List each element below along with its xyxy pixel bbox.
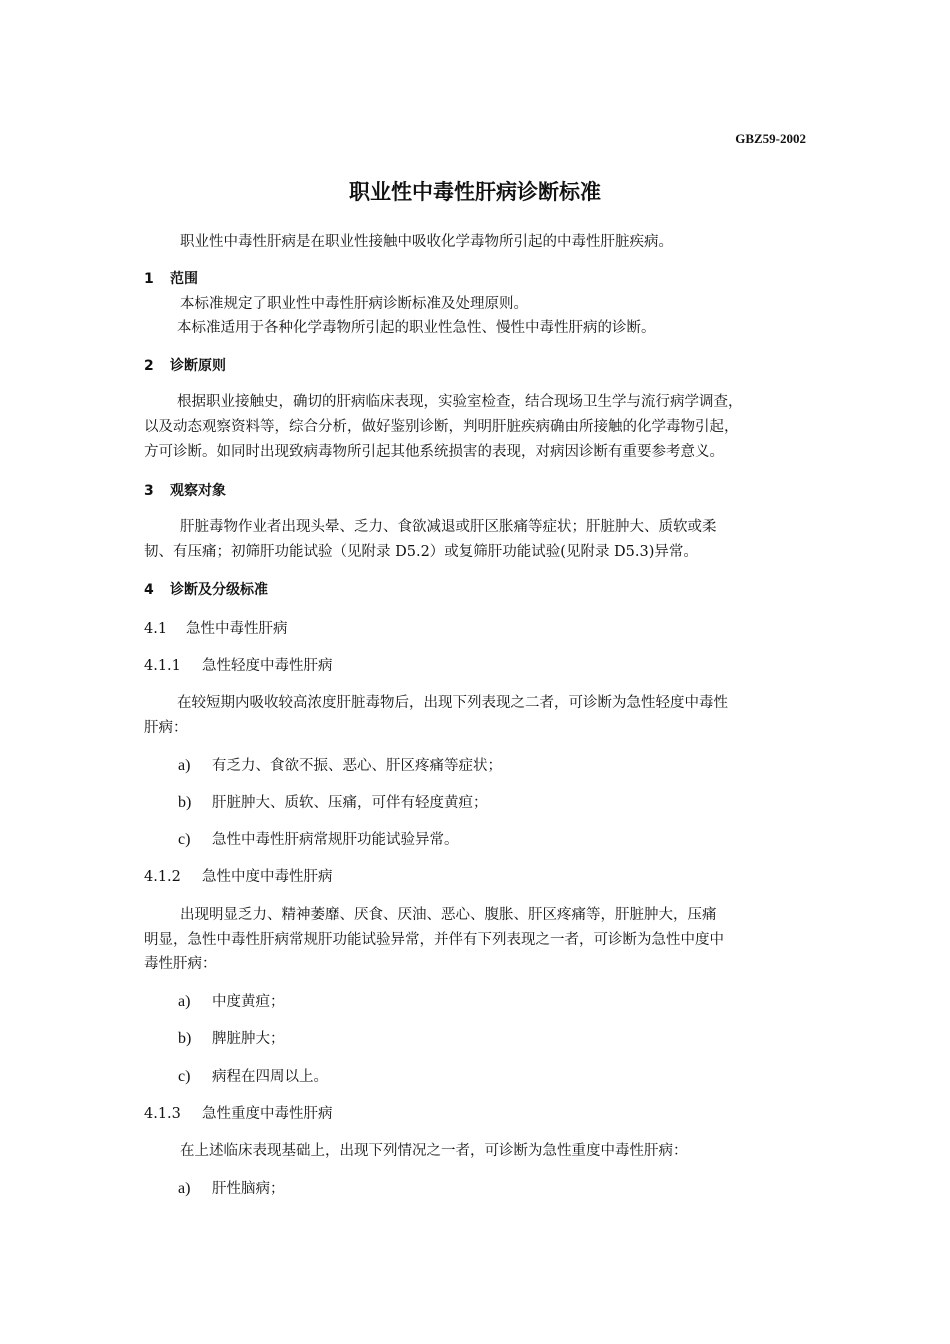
- list-item: [178, 791, 488, 812]
- list-marker: b): [178, 794, 192, 811]
- page-title: 职业性中毒性肝病诊断标准: [349, 180, 601, 204]
- list-marker: a): [178, 1180, 191, 1197]
- moderate-criteria-line-1: 出现明显乏力、精神萎靡、厌食、厌油、恶心、腹胀、肝区疼痛等，肝脏肿大，压痛: [180, 907, 717, 923]
- list-marker: c): [178, 1068, 191, 1085]
- list-item-text: 脾脏肿大；: [212, 1031, 285, 1047]
- list-item-text: 肝脏肿大、质软、压痛，可伴有轻度黄疸；: [212, 795, 488, 811]
- list-marker: b): [178, 1030, 192, 1047]
- mild-criteria-line-2: 肝病：: [144, 720, 188, 736]
- section-number: 3: [144, 483, 154, 499]
- principle-line-3: 方可诊断。如同时出现致病毒物所引起其他系统损害的表现，对病因诊断有重要参考意义。: [144, 444, 724, 460]
- subsection-title: 急性重度中毒性肝病: [202, 1106, 333, 1122]
- subsection-heading-4-1-2: [144, 865, 333, 886]
- list-marker: a): [178, 757, 191, 774]
- section-heading-2: [144, 355, 226, 375]
- list-item: [178, 990, 285, 1011]
- subsection-title: 急性中度中毒性肝病: [202, 869, 333, 885]
- section-number: 1: [144, 271, 154, 287]
- section-heading-1: [144, 268, 198, 288]
- list-item-text: 中度黄疸；: [212, 994, 285, 1010]
- scope-paragraph-2: 本标准适用于各种化学毒物所引起的职业性急性、慢性中毒性肝病的诊断。: [177, 320, 656, 336]
- list-item-text: 急性中毒性肝病常规肝功能试验异常。: [212, 832, 459, 848]
- subsection-heading-4-1-1: [144, 654, 333, 675]
- mild-criteria-line-1: 在较短期内吸收较高浓度肝脏毒物后，出现下列表现之二者，可诊断为急性轻度中毒性: [177, 695, 728, 711]
- list-item: [178, 828, 459, 849]
- document-code: GBZ59-2002: [735, 131, 806, 146]
- principle-line-1: 根据职业接触史，确切的肝病临床表现，实验室检查，结合现场卫生学与流行病学调查，: [177, 394, 743, 410]
- subsection-number: 4.1.1: [144, 658, 181, 674]
- principle-line-2: 以及动态观察资料等，综合分析，做好鉴别诊断，判明肝脏疾病确由所接触的化学毒物引起，: [144, 419, 739, 435]
- section-heading-3: [144, 480, 226, 500]
- list-item-text: 有乏力、食欲不振、恶心、肝区疼痛等症状；: [212, 758, 502, 774]
- section-title: 范围: [170, 271, 198, 287]
- subsection-number: 4.1: [144, 621, 168, 637]
- section-title: 观察对象: [170, 483, 226, 499]
- intro-paragraph: 职业性中毒性肝病是在职业性接触中吸收化学毒物所引起的中毒性肝脏疾病。: [180, 234, 673, 250]
- section-number: 4: [144, 582, 154, 598]
- section-title: 诊断及分级标准: [170, 582, 268, 598]
- list-item-text: 肝性脑病；: [212, 1181, 285, 1197]
- section-title: 诊断原则: [170, 358, 226, 374]
- list-item-text: 病程在四周以上。: [212, 1069, 328, 1085]
- list-item: [178, 1027, 285, 1048]
- subsection-number: 4.1.2: [144, 869, 181, 885]
- subsection-number: 4.1.3: [144, 1106, 181, 1122]
- moderate-criteria-line-2: 明显，急性中毒性肝病常规肝功能试验异常，并伴有下列表现之一者，可诊断为急性中度中: [144, 932, 724, 948]
- list-item: [178, 1065, 328, 1086]
- subsection-title: 急性轻度中毒性肝病: [202, 658, 333, 674]
- section-number: 2: [144, 358, 154, 374]
- moderate-criteria-line-3: 毒性肝病：: [144, 956, 217, 972]
- list-item: [178, 1177, 285, 1198]
- severe-criteria-line-1: 在上述临床表现基础上，出现下列情况之一者，可诊断为急性重度中毒性肝病：: [180, 1143, 688, 1159]
- list-marker: a): [178, 993, 191, 1010]
- observation-line-2: 韧、有压痛；初筛肝功能试验（见附录 D5.2）或复筛肝功能试验(见附录 D5.3)异常。: [144, 544, 698, 560]
- list-item: [178, 754, 502, 775]
- scope-paragraph-1: 本标准规定了职业性中毒性肝病诊断标准及处理原则。: [180, 296, 528, 312]
- subsection-title: 急性中毒性肝病: [186, 621, 288, 637]
- observation-line-1: 肝脏毒物作业者出现头晕、乏力、食欲减退或肝区胀痛等症状；肝脏肿大、质软或柔: [180, 519, 717, 535]
- section-heading-4: [144, 579, 268, 599]
- subsection-heading-4-1: [144, 617, 288, 638]
- subsection-heading-4-1-3: [144, 1102, 333, 1123]
- list-marker: c): [178, 831, 191, 848]
